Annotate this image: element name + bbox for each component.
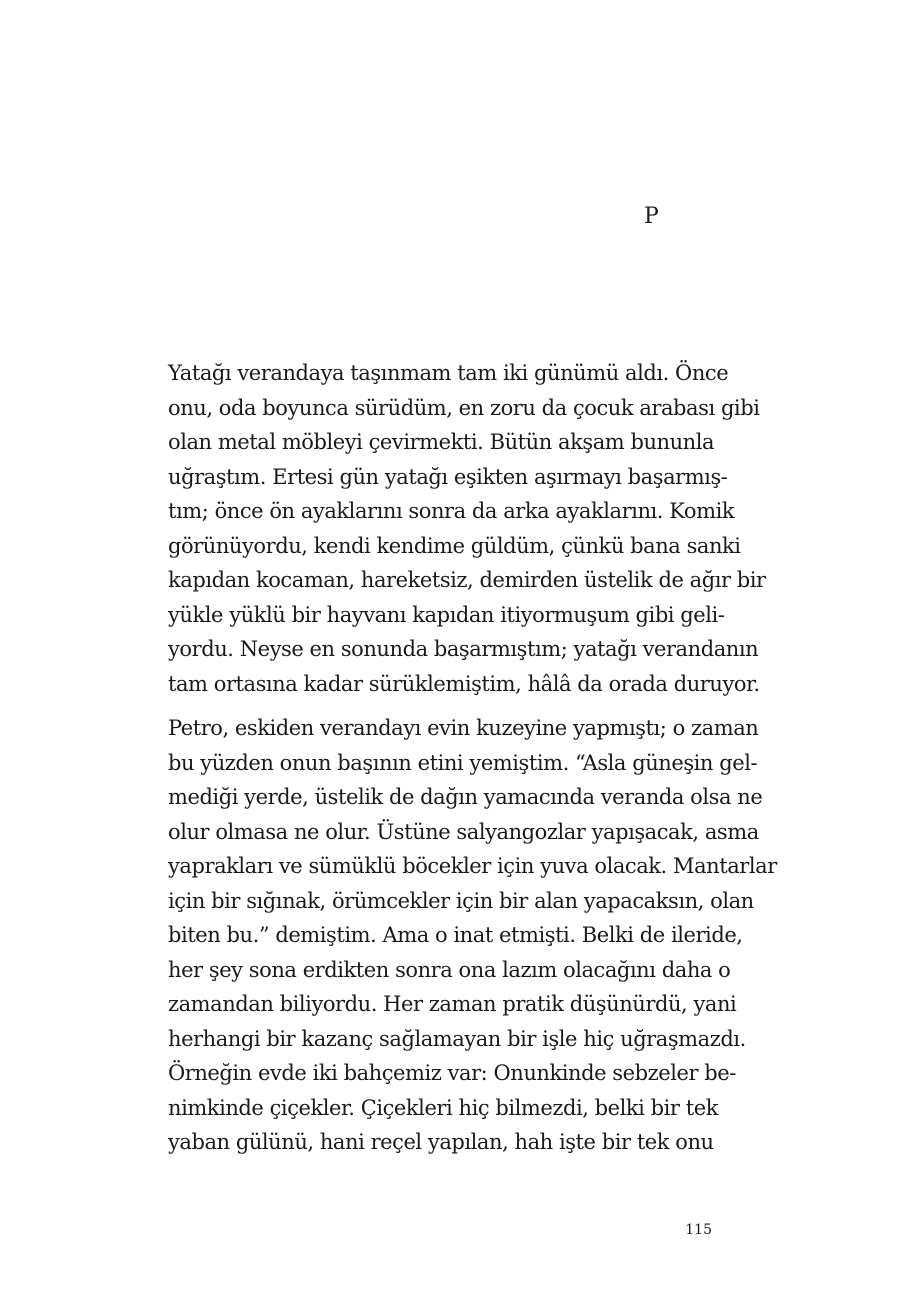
text-line: için bir sığınak, örümcekler için bir alan yapacaksın, olan — [168, 888, 754, 913]
text-line: uğraştım. Ertesi gün yatağı eşikten aşırmayı başarmış- — [168, 464, 728, 489]
text-line: yükle yüklü bir hayvanı kapıdan itiyormuşum gibi geli- — [168, 602, 725, 627]
paragraph-1 — [168, 356, 766, 701]
page-number: 115 — [685, 1222, 712, 1238]
text-line: yordu. Neyse en sonunda başarmıştım; yatağı verandanın — [168, 637, 759, 661]
text-line: yaprakları ve sümüklü böcekler için yuva olacak. Mantarlar — [168, 854, 777, 878]
text-line: biten bu.” demiştim. Ama o inat etmişti. Belki de ileride, — [168, 923, 743, 947]
text-line: mediği yerde, üstelik de dağın yamacında veranda olsa ne — [168, 785, 763, 809]
text-line: herhangi bir kazanç sağlamayan bir işle hiç uğraşmazdı. — [168, 1026, 746, 1051]
text-line: zamandan biliyordu. Her zaman pratik düşünürdü, yani — [168, 992, 737, 1016]
text-line: yaban gülünü, hani reçel yapılan, hah işte bir tek onu — [168, 1130, 714, 1154]
text-line: görünüyordu, kendi kendime güldüm, çünkü bana sanki — [168, 533, 741, 558]
text-line: her şey sona erdikten sonra ona lazım olacağını daha o — [168, 957, 731, 982]
text-line: Örneğin evde iki bahçemiz var: Onunkinde sebzeler be- — [168, 1061, 736, 1085]
text-line: olan metal möbleyi çevirmekti. Bütün akşam bununla — [168, 430, 715, 454]
body-text — [168, 356, 777, 1160]
text-line: tam ortasına kadar sürüklemiştim, hâlâ da orada duruyor. — [168, 671, 760, 696]
text-line: Petro, eskiden verandayı evin kuzeyine yapmıştı; o zaman — [168, 716, 759, 740]
chapter-letter: P — [644, 204, 659, 229]
text-line: onu, oda boyunca sürüdüm, en zoru da çocuk arabası gibi — [168, 395, 760, 420]
text-line: nimkinde çiçekler. Çiçekleri hiç bilmezdi, belki bir tek — [168, 1095, 718, 1120]
text-line: Yatağı verandaya taşınmam tam iki günümü aldı. Önce — [168, 361, 729, 385]
text-line: bu yüzden onun başının etini yemiştim. “Asla güneşin gel- — [168, 750, 758, 775]
text-line: kapıdan kocaman, hareketsiz, demirden üstelik de ağır bir — [168, 568, 766, 592]
text-line: olur olmasa ne olur. Üstüne salyangozlar yapışacak, asma — [168, 819, 759, 844]
text-line: tım; önce ön ayaklarını sonra da arka ayaklarını. Komik — [168, 499, 735, 523]
paragraph-2 — [168, 711, 777, 1160]
